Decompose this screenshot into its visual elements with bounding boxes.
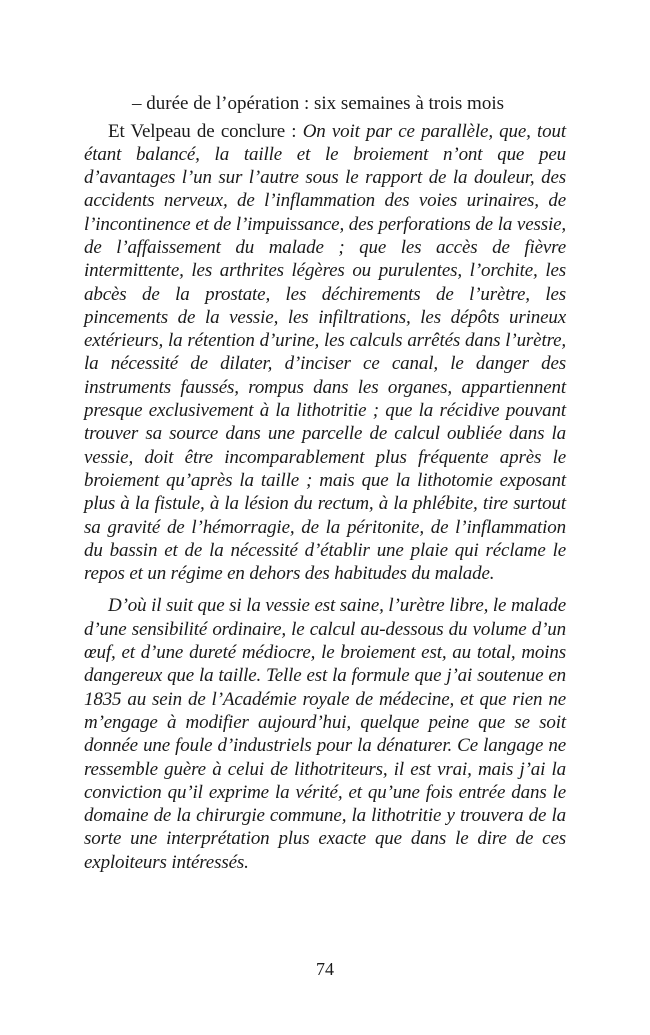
paragraph-intro: Et Velpeau de conclure : [108,120,303,142]
velpeau-quote: On voit par ce parallèle, que, tout étant balancé, la taille et le broiement n’ont que peu d’avantages l’un sur l’autre sous le rapport de la douleur, des accidents nerveux, de l’inflammation des voies urinaires, de l’incontinence et de l’impuissance, des perforations de la vessie, de l’affaissement du malade ; que les accès de fièvre intermittente, les arthrites légères ou purulentes, l’orchite, les abcès de la prostate, les déchirements de l’urètre, les pincements de la vessie, les infiltrations, les dépôts urineux extérieurs, la rétention d’urine, les calculs arrêtés dans l’urètre, la nécessité de dilater, d’inciser ce canal, le danger des instruments faussés, rompus dans les organes, appartiennent presque exclusivement à la lithotritie ; que la récidive pouvant trouver sa source dans une parcelle de calcul oubliée dans la vessie, doit être incomparablement plus fréquente après le broiement qu’après la taille ; mais que la lithotomie exposant plus à la fistule, à la lésion du rectum, à la phlébite, tire surtout sa gravité de l’hémorragie, de la péritonite, de l’inflammation du bassin et de la nécessité d’établir une plaie qui réclame le repos et un régime en dehors des habitudes du malade. [84,120,566,585]
paragraph-velpeau-conclusion [84,120,566,586]
page-number: 74 [316,959,334,979]
page-body [84,92,566,874]
lead-line: – durée de l’opération : six semaines à trois mois [132,93,504,114]
paragraph-conclusion-formula: D’où il suit que si la vessie est saine, l’urètre libre, le malade d’une sensibilité ordinaire, le calcul au-dessous du volume d’un œuf, et d’une dureté médiocre, le broiement est, au total, moins dangereux que la taille. Telle est la formule que j’ai soutenue en 1835 au sein de l’Académie royale de médecine, et que rien ne m’engage à modifier aujourd’hui, quelque peine que se soit donnée une foule d’industriels pour la dénaturer. Ce langage ne ressemble guère à celui de lithotriteurs, il est vrai, mais j’ai la conviction qu’il exprime la vérité, et qu’une fois entrée dans le domaine de la chirurgie commune, la lithotritie y trouvera de la sorte une interprétation plus exacte que dans le dire de ces exploiteurs intéressés. [84,595,566,873]
